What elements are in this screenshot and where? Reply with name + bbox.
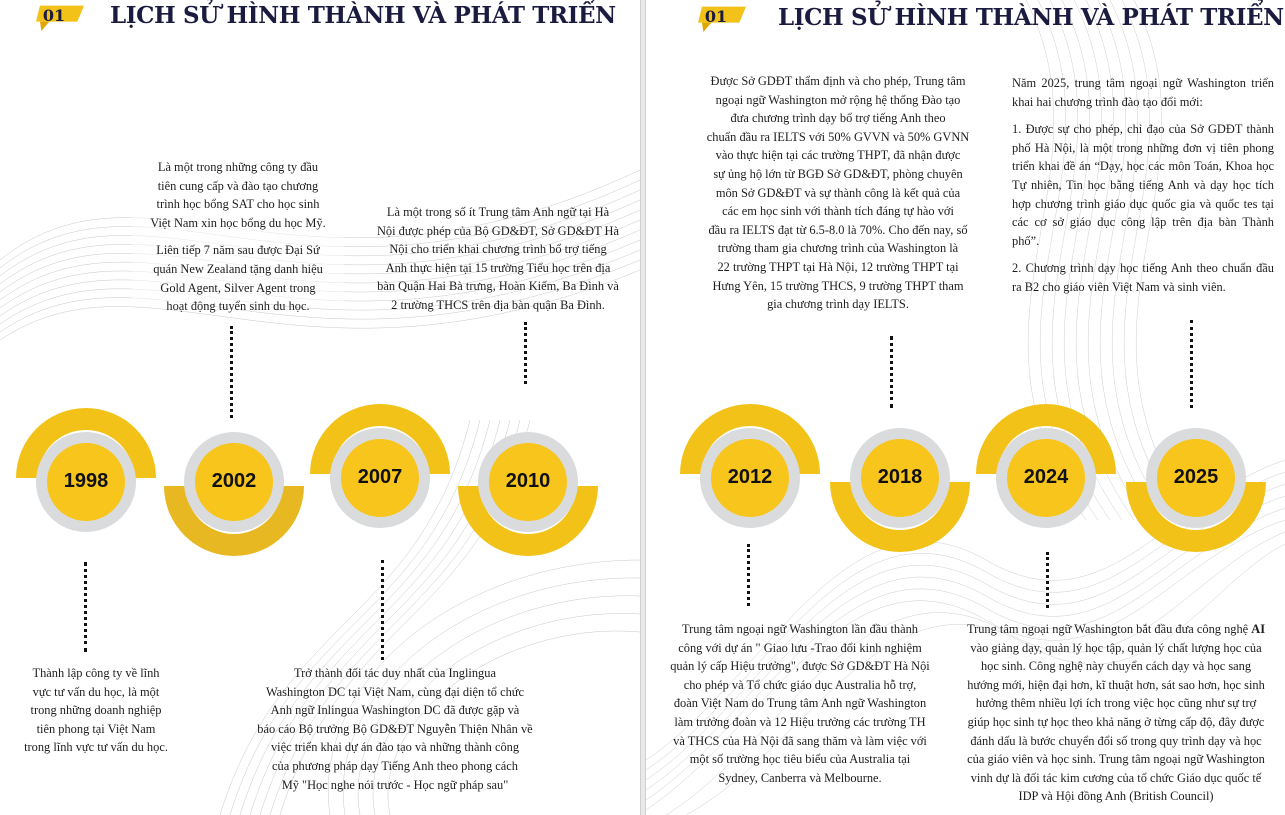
year-label-2010: 2010	[505, 470, 551, 492]
year-label-2007: 2007	[357, 466, 403, 488]
connector-2018	[890, 336, 893, 408]
connector-2010	[524, 322, 527, 384]
connector-2012	[747, 544, 750, 606]
page-title: LỊCH SỬ HÌNH THÀNH VÀ PHÁT TRIỂN	[110, 2, 616, 29]
milestone-2002-text: Là một trong những công ty đầu tiên cung cấp và đào tạo chương trình học bổng SAT cho học sinh Việt Nam xin học bổng du học Mỹ. Liên tiếp 7 năm sau được Đại Sứ quán New Zealand tặng danh hiệu Gold Agent, Silver Agent trong hoạt động tuyển sinh du học.	[150, 160, 326, 314]
year-label-1998: 1998	[63, 470, 109, 492]
year-label-2012: 2012	[727, 466, 773, 488]
right-page	[646, 0, 1285, 815]
section-number: 01	[42, 6, 66, 25]
milestone-2012-text: Trung tâm ngoại ngữ Washington lần đầu thành công với dự án " Giao lưu -Trao đổi kinh nghiệm quản lý cấp Hiệu trưởng", được Sở GD&ĐT Hà Nội cho phép và Tổ chức giáo dục Australia hỗ trợ, đoàn Việt Nam do Trung tâm Anh ngữ Washington làm trưởng đoàn và 12 Hiệu trưởng các trường TH và THCS của Hà Nội đã sang thăm và làm việc với một số trường học tiêu biểu của Australia tại Sydney, Canberra và Melbourne.	[670, 622, 930, 785]
connector-2002	[230, 326, 233, 418]
milestone-2007-text: Trở thành đối tác duy nhất của Inglingua Washington DC tại Việt Nam, cùng đại diện tổ chức Anh ngữ Inlingua Washington DC đã được gặp và báo cáo Bộ trưởng Bộ GD&ĐT Nguyễn Thiện Nhân về việc triển khai dự án đào tạo và những thành công của phương pháp dạy Tiếng Anh theo phong cách Mỹ "Học nghe nói trước - Học ngữ pháp sau"	[257, 666, 533, 792]
milestone-2010-text: Là một trong số ít Trung tâm Anh ngữ tại Hà Nội được phép của Bộ GD&ĐT, Sở GD&ĐT Hà Nội cho triển khai chương trình bổ trợ tiếng Anh thực hiện tại 15 trường Tiểu học trên địa bàn Quận Hai Bà trưng, Hoàn Kiếm, Ba Đình và 2 trường THCS trên địa bàn quận Ba Đình.	[376, 205, 620, 312]
milestone-2025-text: Năm 2025, trung tâm ngoại ngữ Washington triển khai hai chương trình đào tạo đổi mới: 1. Được sự cho phép, chỉ đạo của Sở GDĐT thành phố Hà Nội, là một trong những đơn vị tiên phong triển khai đề án “Dạy, học các môn Toán, Khoa học Tự nhiên, Tin học bằng tiếng Anh và dạy học tích hợp chương trình giáo dục quốc gia và quốc tes tại các cơ sở giáo dục công lập trên địa bàn Thành phố”. 2. Chương trình dạy học tiếng Anh theo chuẩn đầu ra B2 cho giáo viên Việt Nam và sinh viên.	[1012, 76, 1274, 294]
section-number: 01	[704, 7, 728, 26]
connector-2024	[1046, 552, 1049, 608]
year-label-2018: 2018	[877, 466, 923, 488]
connector-2007	[381, 560, 384, 660]
milestone-2018-text: Được Sở GDĐT thẩm định và cho phép, Trung tâm ngoại ngữ Washington mở rộng hệ thống Đào tạo đưa chương trình dạy bổ trợ tiếng Anh theo chuẩn đầu ra IELTS với 50% GVVN và 50% GVNN vào thực hiện tại các trường THPT, đã nhận được sự ủng hộ lớn từ BGĐ Sở GD&ĐT, phòng chuyên môn Sở GD&ĐT và sự thành công là kết quả của các em học sinh với thành tích đáng tự hào với đầu ra IELTS đạt từ 6.5-8.0 là 70%. Cho đến nay, số trường tham gia chương trình của Washington là 22 trường THPT tại Hà Nội, 12 trường THPT tại Hưng Yên, 15 trường THCS, 9 trường THPT tham gia chương trình dạy IELTS.	[706, 74, 970, 312]
milestone-2024-text: Trung tâm ngoại ngữ Washington bắt đầu đưa công nghệ AI vào giảng dạy, quản lý học tập, quản lý chất lượng học của học sinh. Công nghệ này chuyển cách dạy và học sang hướng mới, hiện đại hơn, kĩ thuật hơn, sát sao hơn, học sinh hưởng thêm nhiều lợi ích trong việc học cũng như sự trợ giúp học sinh tự học theo khả năng ở từng cấp độ, đây được đánh dấu là bước chuyển đổi số trong quy trình dạy và học của giáo viên và học sinh. Trung tâm ngoại ngữ Washington vinh dự là đối tác kim cương của tổ chức Giáo dục quốc tế IDP và Hội đồng Anh (British Council)	[966, 622, 1266, 804]
connector-2025	[1190, 320, 1193, 408]
year-label-2025: 2025	[1173, 466, 1219, 488]
page-title: LỊCH SỬ HÌNH THÀNH VÀ PHÁT TRIỂN	[778, 4, 1284, 31]
left-page	[0, 0, 640, 815]
connector-1998	[84, 562, 87, 652]
milestone-1998-text: Thành lập công ty về lĩnh vực tư vấn du học, là một trong những doanh nghiệp tiên phong tại Việt Nam trong lĩnh vực tư vấn du học.	[24, 666, 168, 755]
year-label-2002: 2002	[211, 470, 257, 492]
year-label-2024: 2024	[1023, 466, 1069, 488]
